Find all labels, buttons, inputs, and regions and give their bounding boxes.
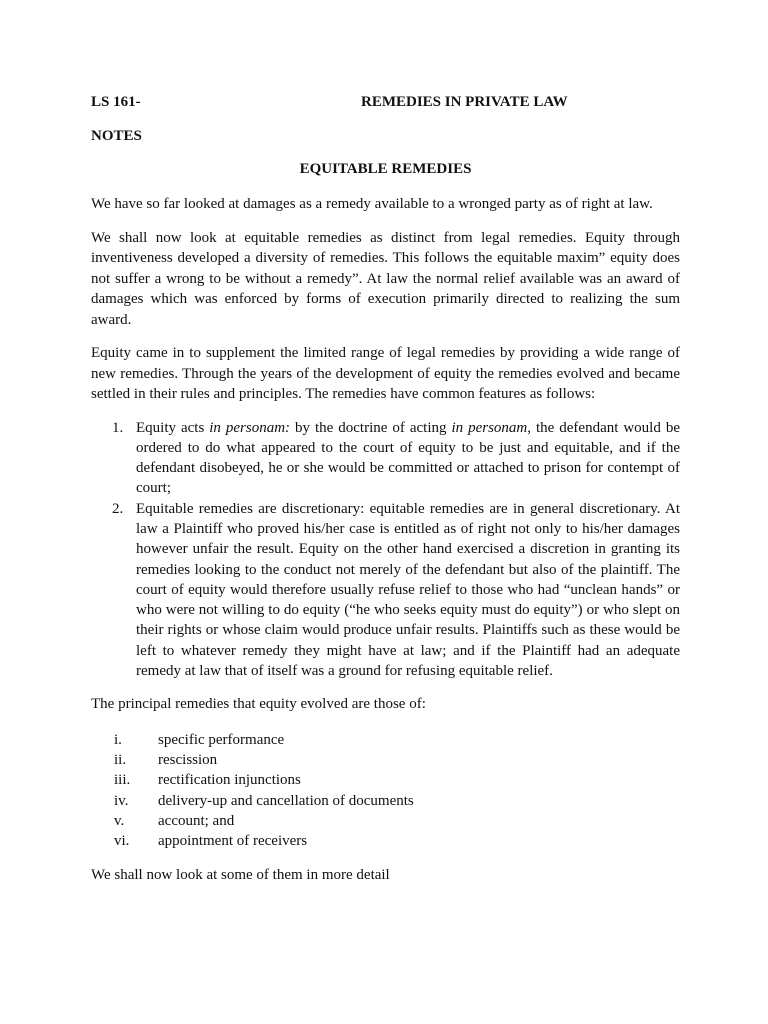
remedy-numeral: v. bbox=[114, 813, 125, 830]
section-heading: EQUITABLE REMEDIES bbox=[299, 161, 472, 177]
paragraph-principal-intro: The principal remedies that equity evolved are those of: bbox=[91, 696, 426, 713]
feature-mid: by the doctrine of acting bbox=[290, 419, 452, 436]
course-code: LS 161- bbox=[91, 94, 141, 110]
feature-number: 1. bbox=[112, 419, 124, 436]
remedy-text: account; and bbox=[158, 813, 235, 830]
remedy-text: delivery-up and cancellation of documents bbox=[158, 792, 414, 809]
feature-lead: Equity acts bbox=[136, 419, 210, 436]
remedy-numeral: iv. bbox=[114, 792, 129, 809]
feature-item bbox=[112, 499, 680, 682]
feature-lead-italic: in personam: bbox=[209, 419, 291, 436]
remedy-text: rectification injunctions bbox=[158, 772, 301, 789]
remedies-list bbox=[91, 730, 680, 852]
remedy-text: specific performance bbox=[158, 731, 285, 748]
remedy-numeral: vi. bbox=[114, 833, 130, 850]
feature-mid-italic: in personam bbox=[451, 419, 528, 436]
features-list bbox=[91, 418, 680, 682]
remedy-text: rescission bbox=[158, 752, 218, 769]
remedy-item bbox=[114, 831, 680, 851]
document-header bbox=[91, 94, 680, 116]
feature-item bbox=[112, 418, 680, 499]
remedy-numeral: ii. bbox=[114, 752, 127, 769]
remedy-item bbox=[114, 811, 680, 831]
remedy-numeral: iii. bbox=[114, 772, 131, 789]
paragraph-intro: We have so far looked at damages as a remedy available to a wronged party as of right at law. bbox=[91, 196, 653, 212]
remedy-item bbox=[114, 730, 680, 750]
paragraph-equity-origin: We shall now look at equitable remedies as distinct from legal remedies. Equity through inventiveness developed a diversity of remedies. This follows the equitable maxim” equity does not suffer a wrong to be without a remedy”. At law the normal relief available was an award of damages which was enforced by forms of execution primarily directed to realizing the sum award. bbox=[91, 229, 680, 328]
course-title: REMEDIES IN PRIVATE LAW bbox=[361, 94, 568, 110]
remedy-item bbox=[114, 770, 680, 790]
paragraph-supplement: Equity came in to supplement the limited range of legal remedies by providing a wide range of new remedies. Through the years of the development of equity the remedies evolved and became settled in their rules and principles. The remedies have common features as follows: bbox=[91, 345, 680, 402]
remedy-item bbox=[114, 750, 680, 770]
feature-number: 2. bbox=[112, 500, 124, 517]
paragraph-closing: We shall now look at some of them in more detail bbox=[91, 866, 390, 883]
remedy-numeral: i. bbox=[114, 731, 122, 748]
remedy-item bbox=[114, 791, 680, 811]
notes-label: NOTES bbox=[91, 128, 142, 144]
remedy-text: appointment of receivers bbox=[158, 833, 308, 850]
feature-rest: , the defendant would be ordered to do what appeared to the court of equity to be just and equitable, and if the defendant disobeyed, he or she would be committed or attached to prison for contempt of court; bbox=[136, 419, 680, 497]
feature-text: Equitable remedies are discretionary: equitable remedies are in general discretionary. At law a Plaintiff who proved his/her case is entitled as of right not only to his/her damages however unfair the result. Equity on the other hand exercised a discretion in granting its remedies looking to the conduct not merely of the defendant but also of the plaintiff. The court of equity would therefore usually refuse relief to those who had “unclean hands” or who were not willing to do equity (“he who seeks equity must do equity”) or who slept on their rights or whose claim would produce unfair results. Plaintiffs such as these would be left to whatever remedy they might have at law; and if the Plaintiff had an adequate remedy at law that of itself was a ground for refusing equitable relief. bbox=[136, 500, 680, 680]
